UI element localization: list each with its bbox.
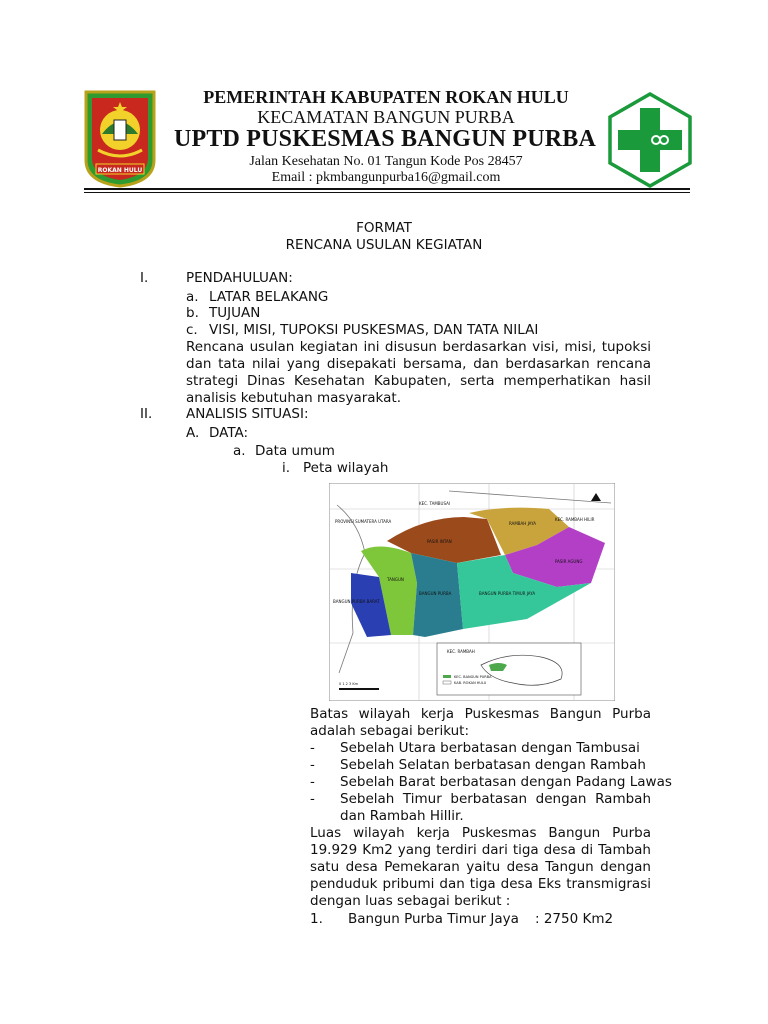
map-label: KEC. TAMBUSAI <box>419 501 451 506</box>
intro-paragraph: Rencana usulan kegiatan ini disusun berdasarkan visi, misi, tupoksi dan tata nilai yang disepakati bersama, dan berdasarkan rencana strategi Dinas Kesehatan Kabupaten, serta memperhatikan hasil analisis kebutuhan masyarakat. <box>186 339 651 406</box>
section-1-heading: PENDAHULUAN: <box>186 270 293 286</box>
village-area: : 2750 Km2 <box>535 911 614 927</box>
legend-kab: KAB. ROKAN HULU <box>454 681 487 685</box>
bullet-dash: - <box>310 740 315 756</box>
header-puskesmas-name: UPTD PUSKESMAS BANGUN PURBA <box>173 126 597 152</box>
map-label: PROVINSI SUMATERA UTARA <box>335 519 392 524</box>
batas-barat: Sebelah Barat berbatasan dengan Padang Lawas <box>340 774 672 790</box>
map-label: RAMBAH JAYA <box>509 521 536 526</box>
list-item-latar-belakang: LATAR BELAKANG <box>209 289 329 305</box>
bullet-dash: - <box>310 757 315 773</box>
header-email: Email : pkmbangunpurba16@gmail.com <box>271 170 501 185</box>
region-map <box>329 483 615 701</box>
header-district: KECAMATAN BANGUN PURBA <box>257 107 515 127</box>
header-divider-thick <box>84 188 690 190</box>
luas-paragraph: Luas wilayah kerja Puskesmas Bangun Purba 19.929 Km2 yang terdiri dari tiga desa di Tambah satu desa Pemekaran yaitu desa Tangun dengan penduduk pribumi dan tiga desa Eks transmigrasi dengan luas sebagai berikut : <box>310 825 651 909</box>
list-marker: i. <box>282 460 291 476</box>
batas-utara: Sebelah Utara berbatasan dengan Tambusai <box>340 740 640 756</box>
list-item-tujuan: TUJUAN <box>209 305 261 321</box>
list-marker: c. <box>186 322 198 338</box>
section-1-number: I. <box>140 270 149 286</box>
header-divider-thin <box>84 192 690 193</box>
map-label: TANGUN <box>387 577 404 582</box>
subsection-peta-wilayah: Peta wilayah <box>303 460 389 476</box>
map-scale: 0 1 2 3 Km <box>339 682 359 686</box>
map-label: PASIR INTAN <box>427 539 452 544</box>
map-label: BANGUN PURBA BARAT <box>333 599 380 604</box>
village-name: Bangun Purba Timur Jaya <box>348 911 519 927</box>
bullet-dash: - <box>310 774 315 790</box>
inset-label: KEC. RAMBAH <box>447 649 475 654</box>
batas-selatan: Sebelah Selatan berbatasan dengan Rambah <box>340 757 646 773</box>
batas-intro: Batas wilayah kerja Puskesmas Bangun Purba adalah sebagai berikut: <box>310 706 651 739</box>
list-marker: a. <box>233 443 246 459</box>
batas-timur: Sebelah Timur berbatasan dengan Rambah dan Rambah Hillir. <box>340 791 651 824</box>
header-government: PEMERINTAH KABUPATEN ROKAN HULU <box>203 87 569 107</box>
emblem-caption: ROKAN HULU <box>97 167 143 174</box>
doc-title-main: RENCANA USULAN KEGIATAN <box>285 237 483 253</box>
list-number: 1. <box>310 911 323 927</box>
header-address: Jalan Kesehatan No. 01 Tangun Kode Pos 28457 <box>249 154 523 169</box>
doc-title-format: FORMAT <box>356 220 412 236</box>
section-2-heading: ANALISIS SITUASI: <box>186 406 309 422</box>
legend-kec: KEC. BANGUN PURBA <box>454 675 492 679</box>
list-marker: A. <box>186 425 200 441</box>
list-marker: b. <box>186 305 199 321</box>
bullet-dash: - <box>310 791 315 807</box>
map-label: BANGUN PURBA <box>419 591 452 596</box>
list-item-visi-misi: VISI, MISI, TUPOKSI PUSKESMAS, DAN TATA NILAI <box>209 322 539 338</box>
map-label: KEC. RAMBAH HILIR <box>555 517 595 522</box>
puskesmas-logo-icon <box>608 92 692 188</box>
list-marker: a. <box>186 289 199 305</box>
subsection-data: DATA: <box>209 425 249 441</box>
subsection-data-umum: Data umum <box>255 443 335 459</box>
map-label: BANGUN PURBA TIMUR JAYA <box>479 591 536 596</box>
rokan-hulu-emblem <box>84 90 156 188</box>
section-2-number: II. <box>140 406 153 422</box>
map-label: PASIR AGUNG <box>555 559 583 564</box>
